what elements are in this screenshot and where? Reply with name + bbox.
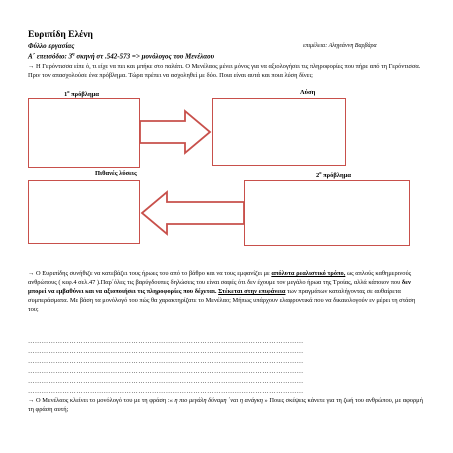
answer-line[interactable]: ………………………………………………………………………………………………………… — [28, 348, 304, 355]
p2-s5: Στέκεται στην επιφάνεια — [218, 288, 286, 295]
answer-line[interactable]: ………………………………………………………………………………………………………… — [28, 378, 304, 385]
answer-line[interactable]: ………………………………………………………………………………………………………… — [28, 358, 304, 365]
student-name: Ευριπίδη Ελένη — [28, 30, 93, 40]
problem1-num: 1 — [64, 91, 68, 99]
p2-s1: → Ο Ευριπίδης συνήθιζε να κατεβάζει τους ήρωες του από το βάθρο και να τους εμφανίζει με — [28, 270, 272, 277]
answer-line[interactable]: ………………………………………………………………………………………………………… — [28, 338, 304, 345]
episode-prefix: Α΄ επεισόδιο: 3 — [28, 52, 73, 61]
possible-solutions-label: Πιθανές λύσεις — [95, 170, 137, 177]
credit-line: επιμέλεια: Αληγιάννη Βαρβάρα — [303, 43, 377, 49]
episode-rest: σκηνή στ .542-573 => μονόλογος του Μενέλαου — [74, 52, 215, 61]
solution-label: Λύση — [300, 89, 316, 96]
p2-s3: ως απλούς καθημερινούς ανθρώπους ( κεφ.4 σελ.47 ).Παρ΄όλες τις βαρύγδουπες δηλώσεις του είναι σαφές ότι δεν έχουμε τον μεγάλο ήρωα της Τροίας, αλλά κάποιον που — [28, 270, 412, 286]
intro-paragraph: → Η Γερόντισσα είπε ό, τι είχε να πει και μπήκε στο παλάτι. Ο Μενέλαος μένει μόνος για να αξιολογήσει τις πληροφορίες που πήρε από τη Γερόντισσα. Πριν τον απασχολούσε ένα πρόβλημα. Τώρα πρέπει να ασχοληθεί με δύο. Ποια είναι αυτά και ποια λύση δίνει; — [28, 63, 421, 79]
p3-s3: » Ποιες σκέψεις κάνετε για τη ζωή του ανθρώπου, με αφορμή τη φράση αυτή; — [28, 397, 423, 413]
closing-paragraph — [28, 396, 426, 414]
p3-s1: → Ο Μενέλαος κλείνει το μονόλογό του με τη φράση :« — [28, 397, 175, 404]
episode-sup: η — [72, 51, 75, 56]
arrow-left-icon — [142, 192, 244, 234]
problem2-sup: ο — [319, 170, 322, 175]
problem2-rest: πρόβλημα — [321, 172, 352, 180]
answer-line[interactable]: ………………………………………………………………………………………………………… — [28, 368, 304, 375]
problem1-sup: ο — [67, 89, 70, 94]
p2-s4: δεν μπορεί να εμβαθύνει και να αξιοποιήσει τις πληροφορίες που δέχεται. — [28, 279, 411, 295]
worksheet-title: Φύλλο εργασίας — [28, 42, 75, 50]
p3-s2: η πιο μεγάλη δύναμη ΄ναι η ανάγκη — [174, 397, 263, 404]
answer-line[interactable]: ………………………………………………………………………………………………………… — [28, 388, 304, 395]
realism-paragraph — [28, 269, 426, 314]
p2-s2: απόλυτα ρεαλιστικό τρόπο, — [271, 270, 346, 277]
answer-lines[interactable] — [28, 337, 426, 397]
arrow-right-icon — [140, 111, 210, 153]
problem2-num: 2 — [316, 172, 320, 180]
problem1-rest: πρόβλημα — [69, 91, 100, 99]
p2-s6: των πραγμάτων καταλήγοντας σε αυθαίρετα συμπεράσματα. Με βάση τα μονόλογό του πώς θα χαρακτηρίζατε το Μενέλαο; Μήπως υπάρχουν ελαφρυντικά που να δικαιολογούν εν μέρει τη στάση του; — [28, 288, 416, 313]
